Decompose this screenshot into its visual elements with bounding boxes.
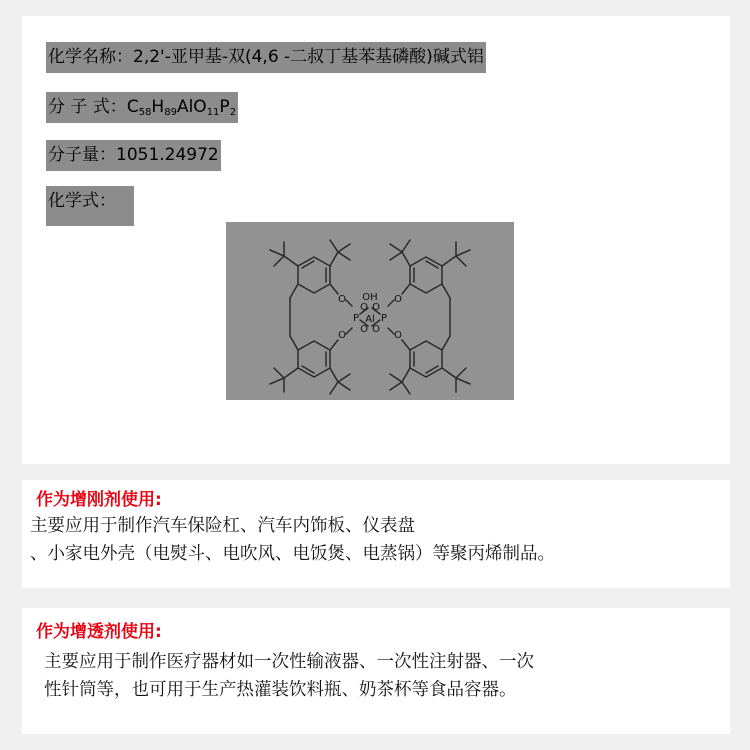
molecular-formula-row — [46, 92, 238, 123]
molecular-formula-label: 分 子 式： — [48, 97, 127, 117]
clarifier-title: 作为增透剂使用: — [36, 622, 162, 642]
atom-p-2: P — [380, 313, 388, 324]
atom-o-6: O — [372, 324, 380, 335]
stiffener-usage-card — [22, 480, 730, 588]
atom-p-1: P — [352, 313, 360, 324]
chemical-name-label: 化学名称： — [48, 47, 133, 67]
molecular-weight-value: 1051.24972 — [116, 145, 219, 165]
structure-label: 化学式： — [48, 191, 116, 211]
stiffener-line-1: 主要应用于制作汽车保险杠、汽车内饰板、仪表盘 — [30, 516, 415, 536]
structure-label-row — [46, 186, 134, 226]
atom-o-8: O — [394, 330, 402, 341]
clarifier-line-1: 主要应用于制作医疗器材如一次性输液器、一次性注射器、一次 — [44, 652, 534, 672]
molecular-weight-row — [46, 140, 221, 171]
structure-drawing — [226, 222, 514, 400]
atom-o-7: O — [394, 294, 402, 305]
atom-al: Al — [365, 314, 375, 325]
atom-o-3: O — [360, 302, 368, 313]
clarifier-line-2: 性针筒等，也可用于生产热灌装饮料瓶、奶茶杯等食品容器。 — [44, 680, 517, 700]
chemical-name-value: 2,2'-亚甲基-双(4,6 -二叔丁基苯基磷酸)碱式铝 — [133, 47, 484, 67]
chemical-structure-image — [226, 222, 514, 400]
chemical-name-row — [46, 42, 486, 73]
molecular-weight-label: 分子量： — [48, 145, 116, 165]
molecular-formula-value: $C_{58}H_{89}AlO_{11}P_2$ — [126, 97, 237, 118]
stiffener-line-2: 、小家电外壳（电熨斗、电吹风、电饭煲、电蒸锅）等聚丙烯制品。 — [30, 544, 555, 564]
atom-o-2: O — [338, 330, 346, 341]
atom-o-4: O — [360, 324, 368, 335]
atom-oh: OH — [362, 292, 378, 303]
clarifier-usage-card — [22, 608, 730, 734]
stiffener-title: 作为增刚剂使用: — [36, 490, 162, 510]
atom-o-1: O — [338, 294, 346, 305]
atom-o-5: O — [372, 302, 380, 313]
